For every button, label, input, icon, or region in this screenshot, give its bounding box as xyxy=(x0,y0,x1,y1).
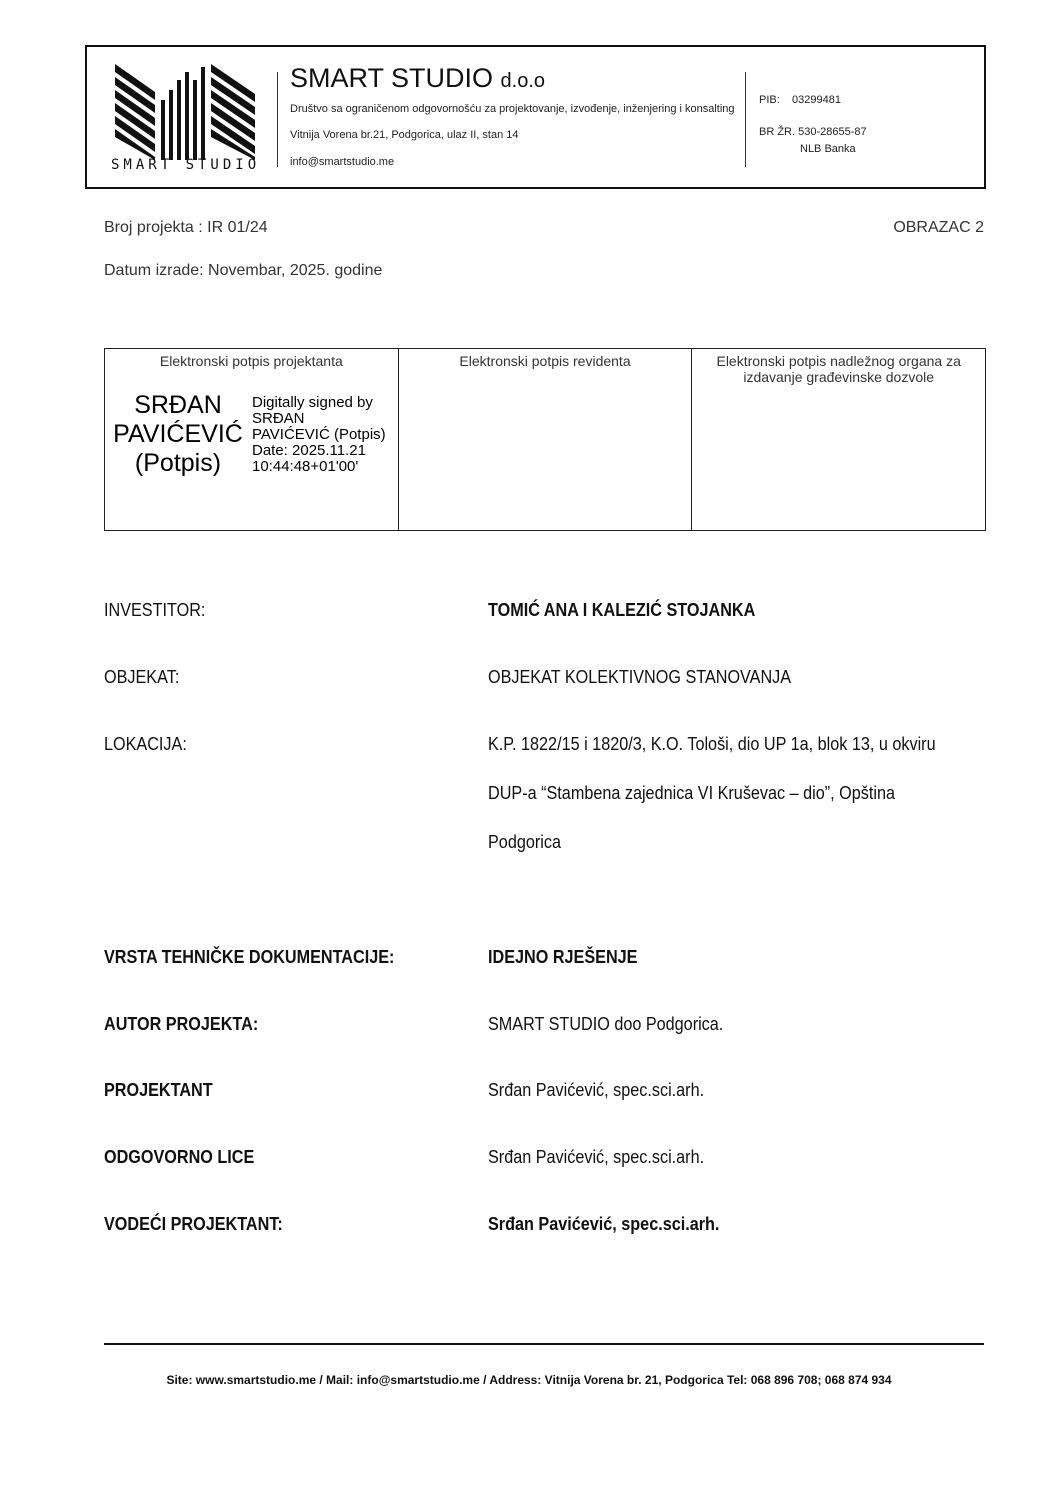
designer-signature-label: Elektronski potpis projektanta xyxy=(159,353,343,369)
project-number: Broj projekta : IR 01/24 xyxy=(104,219,268,236)
footer-divider xyxy=(104,1343,984,1345)
pib: PIB: 03299481 xyxy=(759,94,841,106)
object-value: OBJEKAT KOLEKTIVNOG STANOVANJA xyxy=(488,667,792,687)
designer-label: PROJEKTANT xyxy=(104,1080,213,1100)
reviewer-signature-label: Elektronski potpis revidenta xyxy=(459,353,631,369)
signature-table xyxy=(104,348,986,531)
company-description: Društvo sa ograničenom odgovornošću za projektovanje, izvođenje, inženjering i konsalting xyxy=(290,103,735,115)
responsible-person-label: ODGOVORNO LICE xyxy=(104,1147,255,1167)
designer-value: Srđan Pavićević, spec.sci.arh. xyxy=(488,1080,705,1100)
location-value-line: DUP-a “Stambena zajednica VI Kruševac – dio”, Opština xyxy=(488,783,895,803)
object-label: OBJEKAT: xyxy=(104,667,180,687)
form-number: OBRAZAC 2 xyxy=(893,219,984,236)
authority-signature-cell xyxy=(692,349,985,530)
location-value-line: Podgorica xyxy=(488,832,561,852)
company-email: info@smartstudio.me xyxy=(290,156,395,168)
footer-contact: Site: www.smartstudio.me / Mail: info@smartstudio.me / Address: Vitnija Vorena br. 21, Podgorica Tel: 068 896 708; 068 874 934 xyxy=(166,1373,892,1387)
investor-label: INVESTITOR: xyxy=(104,600,206,620)
logo-text: SMART STUDIO xyxy=(111,157,261,173)
doc-type-value: IDEJNO RJEŠENJE xyxy=(488,947,638,967)
location-value-line: K.P. 1822/15 i 1820/3, K.O. Tološi, dio UP 1a, blok 13, u okviru xyxy=(488,734,936,754)
lead-designer-label: VODEĆI PROJEKTANT: xyxy=(104,1214,283,1234)
lead-designer-value: Srđan Pavićević, spec.sci.arh. xyxy=(488,1214,720,1234)
bank-account: BR ŽR. 530-28655-87 xyxy=(759,126,867,138)
date-created: Datum izrade: Novembar, 2025. godine xyxy=(104,262,383,279)
authority-signature-label: Elektronski potpis nadležnog organa za izdavanje građevinske dozvole xyxy=(716,353,961,385)
author-value: SMART STUDIO doo Podgorica. xyxy=(488,1014,724,1034)
company-name: SMART STUDIO d.o.o xyxy=(290,63,546,93)
signer-name: SRĐAN PAVIĆEVIĆ (Potpis) xyxy=(113,391,243,477)
company-address: Vitnija Vorena br.21, Podgorica, ulaz II, stan 14 xyxy=(290,129,519,141)
investor-value: TOMIĆ ANA I KALEZIĆ STOJANKA xyxy=(488,600,756,620)
author-label: AUTOR PROJEKTA: xyxy=(104,1014,259,1034)
doc-type-label: VRSTA TEHNIČKE DOKUMENTACIJE: xyxy=(104,947,395,967)
location-label: LOKACIJA: xyxy=(104,734,187,754)
designer-signature-cell xyxy=(105,349,399,530)
reviewer-signature-cell xyxy=(399,349,693,530)
digital-signature-details: Digitally signed by SRĐAN PAVIĆEVIĆ (Potpis) Date: 2025.11.21 10:44:48+01'00' xyxy=(252,394,386,475)
responsible-person-value: Srđan Pavićević, spec.sci.arh. xyxy=(488,1147,705,1167)
bank-name: NLB Banka xyxy=(800,143,856,155)
letterhead xyxy=(85,45,986,189)
